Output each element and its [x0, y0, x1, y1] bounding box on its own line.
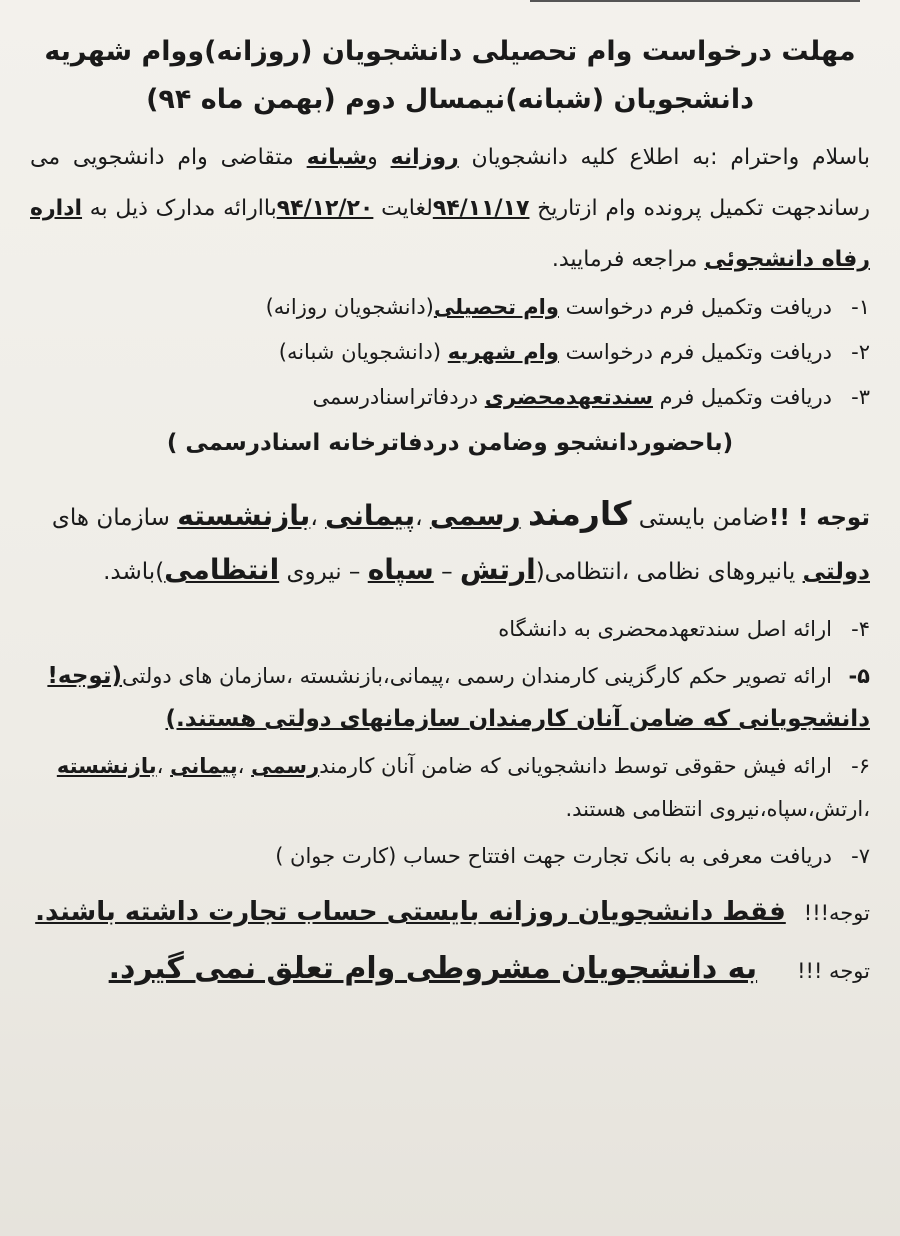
- list-item: ۳-دریافت وتکمیل فرم سندتعهدمحضری دردفاتراسنادرسمی: [312, 385, 870, 409]
- list-item: ۴-ارائه اصل سندتعهدمحضری به دانشگاه: [498, 617, 870, 641]
- list-item: ۵-ارائه تصویر حکم کارگزینی کارمندان رسمی ،پیمانی،بازنشسته ،سازمان های دولتی(توجه!دانشجویانی که ضامن آنان کارمندان سازمانهای دولتی هستند.): [47, 663, 870, 732]
- welfare-office: اداره رفاه دانشجوئی: [30, 196, 870, 272]
- requirements-list-1: [30, 285, 870, 420]
- presence-note: (باحضوردانشجو وضامن دردفاترخانه اسنادرسمی ): [166, 430, 734, 456]
- guarantor-notice: توجه ! !!ضامن بایستی کارمند رسمی ،پیمانی ،بازنشسته سازمان های دولتی یانیروهای نظامی ،انتظامی(ارتش – سپاه – نیروی انتظامی)باشد.: [51, 494, 870, 586]
- date-from: ۹۴/۱۱/۱۷: [432, 196, 530, 221]
- requirements-list-2: [30, 608, 870, 878]
- document-title: مهلت درخواست وام تحصیلی دانشجویان (روزانه)ووام شهریه دانشجویان (شبانه)نیمسال دوم (بهمن ماه ۹۴): [44, 36, 856, 115]
- date-to: ۹۴/۱۲/۲۰: [276, 196, 374, 221]
- list-item: ۶-ارائه فیش حقوقی توسط دانشجویانی که ضامن آنان کارمندرسمی ،پیمانی ،بازنشسته ،ارتش،سپاه،نیروی انتظامی هستند.: [56, 754, 870, 821]
- intro-paragraph: باسلام واحترام :به اطلاع کلیه دانشجویان روزانه وشبانه متقاضی وام دانشجویی می رساندجهت تکمیل پرونده وام ازتاریخ ۹۴/۱۱/۱۷لغایت ۹۴/۱۲/۲۰باارائه مدارک ذیل به اداره رفاه دانشجوئی مراجعه فرمایید.: [30, 145, 871, 272]
- tejarat-account-note: توجه!!!فقط دانشجویان روزانه بایستی حساب تجارت داشته باشند.: [35, 897, 870, 927]
- top-border-line: [530, 0, 860, 8]
- list-item: ۱-دریافت وتکمیل فرم درخواست وام تحصیلی(دانشجویان روزانه): [265, 295, 870, 319]
- list-item: ۲-دریافت وتکمیل فرم درخواست وام شهریه (دانشجویان شبانه): [278, 340, 870, 364]
- list-item: ۷-دریافت معرفی به بانک تجارت جهت افتتاح حساب (کارت جوان ): [275, 844, 870, 868]
- probation-note: توجه !!!به دانشجویان مشروطی وام تعلق نمی گیرد.: [108, 951, 870, 986]
